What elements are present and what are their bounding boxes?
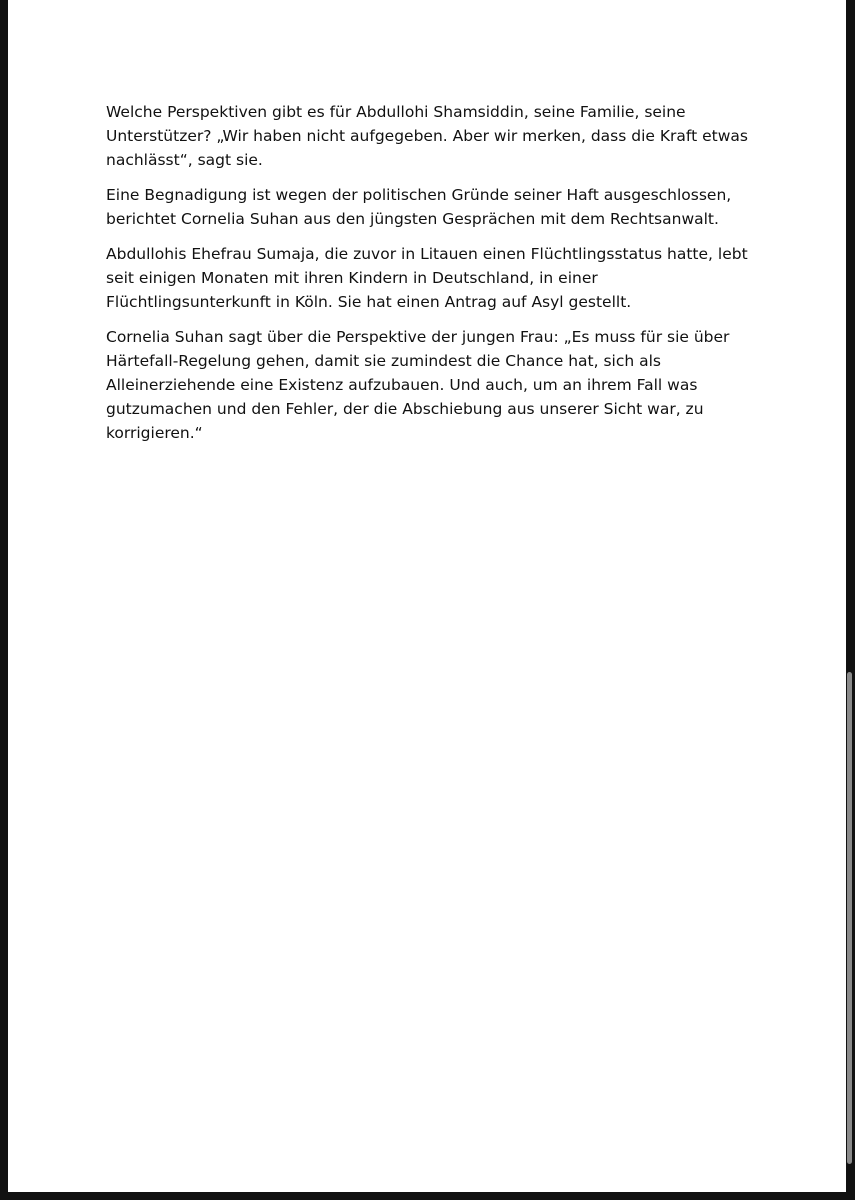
paragraph: Cornelia Suhan sagt über die Perspektive der jungen Frau: „Es muss für sie über Härtefall-Regelung gehen, damit sie zumindest die Chance hat, sich als Alleinerziehende eine Existenz aufzubauen. Und auch, um an ihrem Fall was gutzumachen und den Fehler, der die Abschiebung aus unserer Sicht war, zu korrigieren.“ (106, 328, 730, 442)
paragraph: Eine Begnadigung ist wegen der politischen Gründe seiner Haft ausgeschlossen, berichtet Cornelia Suhan aus den jüngsten Gesprächen mit dem Rechtsanwalt. (106, 186, 732, 228)
document-body (106, 100, 756, 456)
paragraph: Welche Perspektiven gibt es für Abdullohi Shamsiddin, seine Familie, seine Unterstützer? „Wir haben nicht aufgegeben. Aber wir merken, dass die Kraft etwas nachlässt“, sagt sie. (106, 103, 748, 169)
vertical-scrollbar-thumb[interactable] (847, 672, 852, 1164)
paragraph: Abdullohis Ehefrau Sumaja, die zuvor in Litauen einen Flüchtlingsstatus hatte, lebt seit einigen Monaten mit ihren Kindern in Deutschland, in einer Flüchtlingsunterkunft in Köln. Sie hat einen Antrag auf Asyl gestellt. (106, 245, 748, 311)
document-page (8, 0, 846, 1192)
